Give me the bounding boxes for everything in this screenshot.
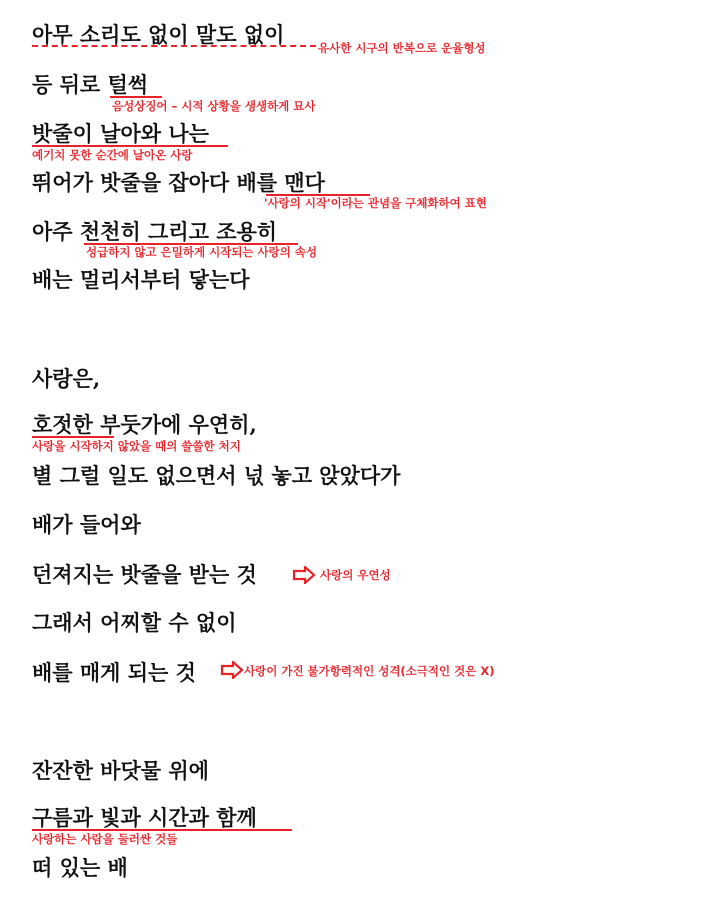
underline [32,145,228,147]
poem-line: 아주 천천히 그리고 조용히 [32,219,278,244]
poem-line: 그래서 어찌할 수 없이 [32,610,237,635]
poem-line: 잔잔한 바닷물 위에 [32,758,209,783]
underline [110,96,162,98]
annotation-inevitable: 사랑이 가진 불가항력적인 성격(소극적인 것은 X) [244,664,495,678]
annotation-repetition: 유사한 시구의 반복으로 운율형성 [318,41,486,55]
annotation-surroundings: 사랑하는 사람을 둘러싼 것들 [32,832,178,846]
poem-line: 구름과 빛과 시간과 함께 [32,805,257,830]
annotation-unexpected-love: 예기치 못한 순간에 날아온 사랑 [32,148,193,162]
poem-line: 등 뒤로 털썩 [32,72,149,97]
underline [32,829,292,831]
annotation-lonely-state: 사랑을 시작하지 않았을 때의 쓸쓸한 처지 [32,439,241,453]
annotation-contingency: 사랑의 우연성 [320,568,391,582]
poem-line: 아무 소리도 없이 말도 없이 [32,22,285,47]
underline [32,436,114,438]
annotation-concretize: '사랑의 시작'이라는 관념을 구체화하여 표현 [264,196,488,210]
annotation-onomatopoeia: 음성상징어 – 시적 상황을 생생하게 묘사 [112,99,316,113]
poem-line: 사랑은, [32,366,101,391]
right-arrow-outline-icon [220,661,244,679]
poem-line: 호젓한 부둣가에 우연히, [32,412,257,437]
annotation-slow-love: 성급하지 않고 은밀하게 시작되는 사랑의 속성 [86,245,318,259]
poem-line: 배를 매게 되는 것 [32,660,196,685]
poem-line: 밧줄이 날아와 나는 [32,121,209,146]
poem-line: 배는 멀리서부터 닿는다 [32,267,250,292]
dashed-underline [32,45,316,47]
poem-line: 던져지는 밧줄을 받는 것 [32,562,257,587]
poem-line: 별 그럴 일도 없으면서 넋 놓고 앉았다가 [32,463,401,488]
poem-line: 뛰어가 밧줄을 잡아다 배를 맨다 [32,170,325,195]
right-arrow-outline-icon [292,566,316,584]
poem-line: 배가 들어와 [32,512,141,537]
poem-line: 떠 있는 배 [32,855,128,880]
